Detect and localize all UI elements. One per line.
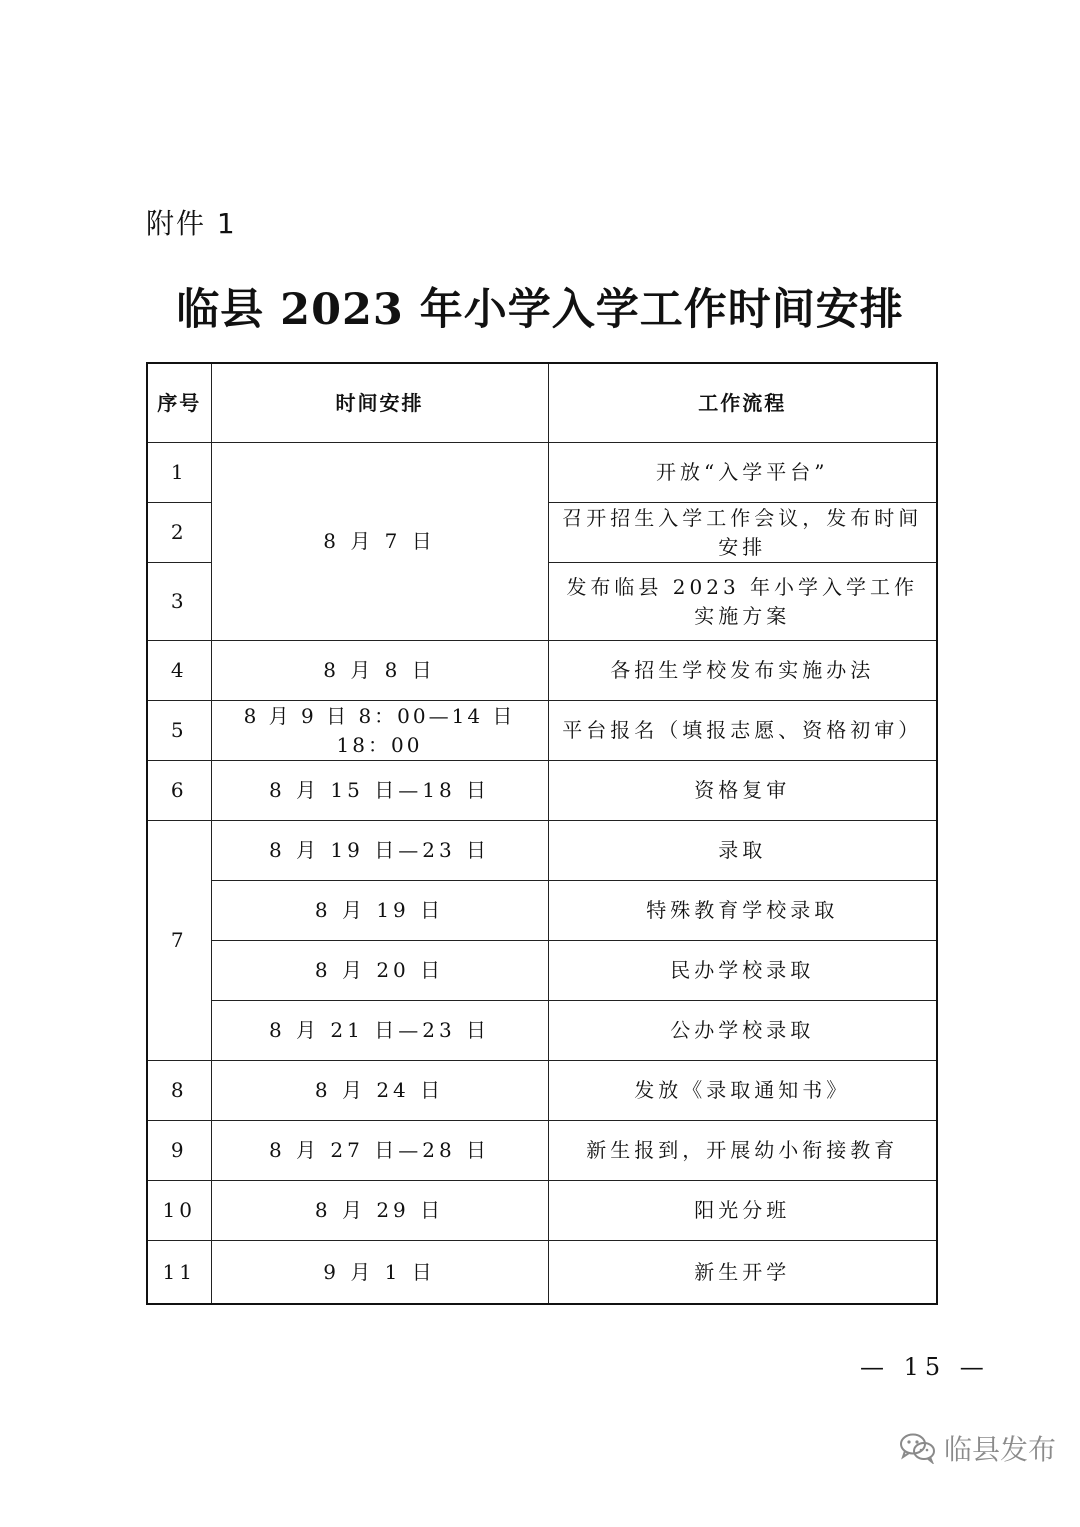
page-title: 临县 2023 年小学入学工作时间安排 (176, 285, 904, 335)
row-number: 10 (147, 1181, 211, 1241)
table-row (147, 1181, 937, 1241)
row-time: 8 月 15 日—18 日 (211, 761, 548, 821)
table-row (147, 641, 937, 701)
row-time: 9 月 1 日 (211, 1241, 548, 1305)
row-task: 发布临县 2023 年小学入学工作实施方案 (548, 563, 937, 641)
table-row (147, 1241, 937, 1305)
row-task: 民办学校录取 (548, 941, 937, 1001)
watermark (898, 1428, 1056, 1468)
row-time: 8 月 19 日—23 日 (211, 821, 548, 881)
table-row (147, 701, 937, 761)
row-task: 阳光分班 (548, 1181, 937, 1241)
table-row (147, 1121, 937, 1181)
schedule-table (146, 362, 938, 1305)
row-number: 4 (147, 641, 211, 701)
row-time: 8 月 27 日—28 日 (211, 1121, 548, 1181)
row-number: 9 (147, 1121, 211, 1181)
row-time: 8 月 9 日 8：00—14 日 18：00 (211, 701, 548, 761)
attachment-label: 附件 1 (146, 207, 237, 240)
table-header-row (147, 363, 937, 443)
table-row (147, 761, 937, 821)
wechat-icon (898, 1432, 938, 1464)
row-number: 11 (147, 1241, 211, 1305)
row-task: 资格复审 (548, 761, 937, 821)
row-task: 平台报名（填报志愿、资格初审） (548, 701, 937, 761)
row-time: 8 月 21 日—23 日 (211, 1001, 548, 1061)
watermark-text: 临县发布 (944, 1433, 1057, 1466)
table-row (147, 821, 937, 881)
row-task: 特殊教育学校录取 (548, 881, 937, 941)
table-row (147, 941, 937, 1001)
row-task: 录取 (548, 821, 937, 881)
header-cell-task: 工作流程 (548, 363, 937, 443)
row-task: 新生开学 (548, 1241, 937, 1305)
row-time: 8 月 29 日 (211, 1181, 548, 1241)
row-number: 3 (147, 563, 211, 641)
row-number: 5 (147, 701, 211, 761)
row-task: 新生报到，开展幼小衔接教育 (548, 1121, 937, 1181)
row-time: 8 月 24 日 (211, 1061, 548, 1121)
row-time: 8 月 20 日 (211, 941, 548, 1001)
row-number: 7 (147, 821, 211, 1061)
row-number: 2 (147, 503, 211, 563)
row-time: 8 月 19 日 (211, 881, 548, 941)
row-task: 开放“入学平台” (548, 443, 937, 503)
row-task: 召开招生入学工作会议，发布时间安排 (548, 503, 937, 563)
header-cell-number: 序号 (147, 363, 211, 443)
table-row (147, 443, 937, 503)
table-row (147, 1061, 937, 1121)
page-number: — 15 — (860, 1353, 990, 1381)
table-row (147, 881, 937, 941)
row-time: 8 月 8 日 (211, 641, 548, 701)
row-time: 8 月 7 日 (211, 443, 548, 641)
row-task: 各招生学校发布实施办法 (548, 641, 937, 701)
header-cell-time: 时间安排 (211, 363, 548, 443)
table-row (147, 1001, 937, 1061)
row-number: 1 (147, 443, 211, 503)
row-number: 6 (147, 761, 211, 821)
row-task: 发放《录取通知书》 (548, 1061, 937, 1121)
row-number: 8 (147, 1061, 211, 1121)
row-task: 公办学校录取 (548, 1001, 937, 1061)
